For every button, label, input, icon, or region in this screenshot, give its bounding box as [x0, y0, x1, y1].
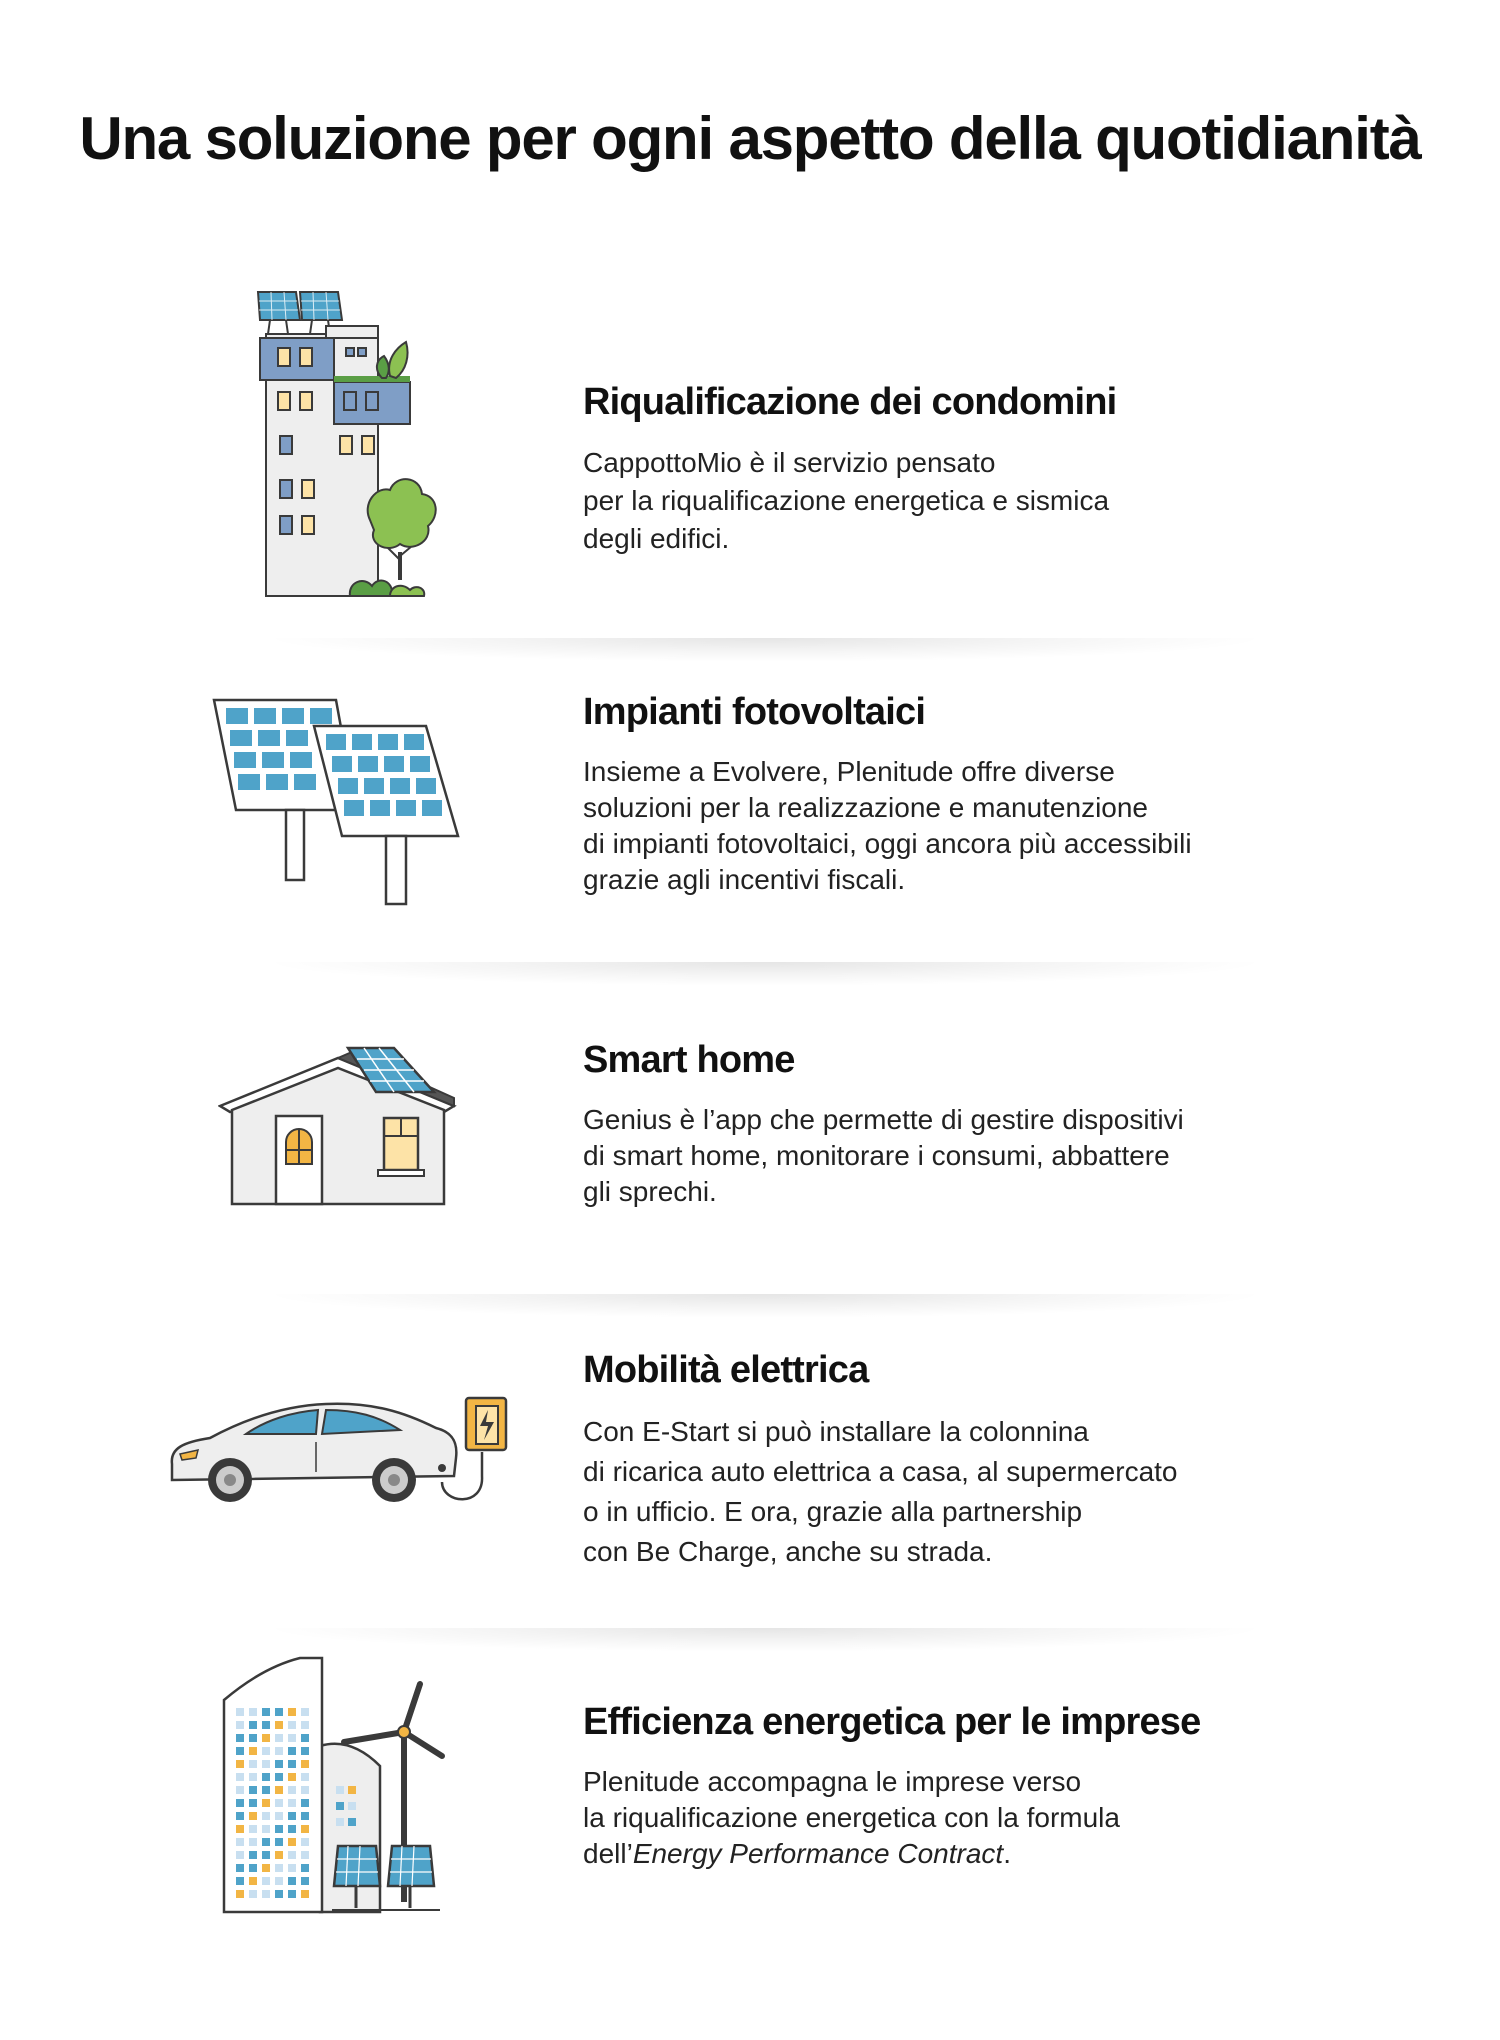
window-tile [262, 1747, 270, 1755]
window-tile [275, 1890, 283, 1898]
section-body [583, 1764, 1303, 1872]
window-tile [236, 1825, 244, 1833]
window-tile [288, 1747, 296, 1755]
smart-house-icon [218, 1046, 458, 1208]
section-body [583, 754, 1303, 898]
window-tile [236, 1812, 244, 1820]
body-line: grazie agli incentivi fiscali. [583, 863, 906, 895]
section-heading: Riqualificazione dei condomini [583, 381, 1117, 423]
window-tile [301, 1747, 309, 1755]
window-tile [236, 1747, 244, 1755]
window-tile [262, 1877, 270, 1885]
window-tile [275, 1838, 283, 1846]
window-tile [301, 1825, 309, 1833]
section-divider [260, 1628, 1270, 1652]
window-tile [288, 1721, 296, 1729]
section-body [583, 1102, 1303, 1210]
body-line [583, 1836, 1303, 1872]
window-tile [249, 1825, 257, 1833]
section-body [583, 444, 1303, 558]
solar-panels-icon [210, 698, 470, 908]
body-line: di smart home, monitorare i consumi, abbattere [583, 1139, 1170, 1171]
window-tile [301, 1890, 309, 1898]
body-line: di ricarica auto elettrica a casa, al supermercato [583, 1455, 1178, 1487]
window-tile [262, 1851, 270, 1859]
window-tile [275, 1734, 283, 1742]
window-tile [288, 1773, 296, 1781]
office-building-wind-turbine-icon [220, 1656, 460, 1916]
window-tile [301, 1877, 309, 1885]
window-tile [236, 1851, 244, 1859]
section-body [583, 1412, 1303, 1572]
body-line: la riqualificazione energetica con la formula [583, 1801, 1120, 1833]
window-tile [262, 1799, 270, 1807]
window-tile [288, 1864, 296, 1872]
section-heading: Mobilità elettrica [583, 1349, 869, 1391]
window-tile [288, 1799, 296, 1807]
window-tile [249, 1864, 257, 1872]
window-tile [275, 1799, 283, 1807]
window-tile [275, 1786, 283, 1794]
window-tile [236, 1760, 244, 1768]
window-tile [301, 1812, 309, 1820]
window-tile [249, 1721, 257, 1729]
window-tile [275, 1721, 283, 1729]
body-line: o in ufficio. E ora, grazie alla partnership [583, 1495, 1083, 1527]
section-divider [260, 1294, 1270, 1318]
window-tile [262, 1812, 270, 1820]
window-tile [275, 1760, 283, 1768]
window-tile [301, 1838, 309, 1846]
emphasized-contract-name: Energy Performance Contract [632, 1837, 1004, 1869]
window-tile [262, 1760, 270, 1768]
body-line: con Be Charge, anche su strada. [583, 1535, 993, 1567]
window-tile [288, 1812, 296, 1820]
window-tile [236, 1890, 244, 1898]
window-tile [301, 1799, 309, 1807]
window-tile [275, 1773, 283, 1781]
window-tile [249, 1890, 257, 1898]
window-tile [262, 1864, 270, 1872]
body-line: gli sprechi. [583, 1175, 717, 1207]
electric-car-charging-icon [166, 1392, 516, 1512]
window-tile [288, 1708, 296, 1716]
window-tile [301, 1708, 309, 1716]
window-tile [236, 1708, 244, 1716]
window-tile [275, 1825, 283, 1833]
window-tile [249, 1838, 257, 1846]
window-tile [275, 1851, 283, 1859]
body-line: CappottoMio è il servizio pensato [583, 446, 996, 478]
window-tile [262, 1890, 270, 1898]
window-tile [288, 1825, 296, 1833]
window-tile [249, 1799, 257, 1807]
window-tile [275, 1877, 283, 1885]
window-tile [262, 1734, 270, 1742]
window-tile [262, 1825, 270, 1833]
body-line: Plenitude accompagna le imprese verso [583, 1765, 1082, 1797]
window-tile [288, 1851, 296, 1859]
body-line: Con E-Start si può installare la colonnina [583, 1415, 1089, 1447]
window-tile [249, 1708, 257, 1716]
body-line: per la riqualificazione energetica e sismica [583, 484, 1110, 516]
window-tile [301, 1851, 309, 1859]
window-tile [275, 1708, 283, 1716]
body-line: Genius è l’app che permette di gestire dispositivi [583, 1103, 1184, 1135]
section-divider [260, 638, 1270, 662]
window-tile [236, 1786, 244, 1794]
window-tile [236, 1721, 244, 1729]
section-heading: Impianti fotovoltaici [583, 691, 926, 733]
window-tile [249, 1734, 257, 1742]
section-heading: Efficienza energetica per le imprese [583, 1701, 1201, 1743]
window-tile [249, 1877, 257, 1885]
window-tile [249, 1786, 257, 1794]
window-tile [262, 1721, 270, 1729]
window-tile [236, 1864, 244, 1872]
window-tile [301, 1734, 309, 1742]
section-heading: Smart home [583, 1039, 795, 1081]
window-tile [236, 1734, 244, 1742]
window-tile [249, 1812, 257, 1820]
window-tile [301, 1721, 309, 1729]
body-line: Insieme a Evolvere, Plenitude offre diverse [583, 755, 1115, 787]
window-tile [236, 1877, 244, 1885]
window-tile [249, 1760, 257, 1768]
section-divider [260, 962, 1270, 986]
body-line: degli edifici. [583, 522, 730, 554]
window-tile [275, 1864, 283, 1872]
window-tile [249, 1851, 257, 1859]
window-tile [275, 1812, 283, 1820]
window-tile [301, 1786, 309, 1794]
window-tile [249, 1773, 257, 1781]
window-tile [236, 1773, 244, 1781]
window-tile [249, 1747, 257, 1755]
window-tile [288, 1890, 296, 1898]
window-tile [262, 1838, 270, 1846]
window-tile [301, 1773, 309, 1781]
window-tile [288, 1786, 296, 1794]
window-tile [262, 1708, 270, 1716]
window-tile [262, 1773, 270, 1781]
window-tile [236, 1838, 244, 1846]
apartment-building-solar-icon [250, 290, 450, 600]
body-line: soluzioni per la realizzazione e manutenzione [583, 791, 1149, 823]
window-tile [236, 1799, 244, 1807]
page-title: Una soluzione per ogni aspetto della quotidianità [79, 105, 1421, 172]
window-tile [288, 1760, 296, 1768]
window-tile [288, 1838, 296, 1846]
window-tile [262, 1786, 270, 1794]
body-line: di impianti fotovoltaici, oggi ancora più accessibili [583, 827, 1192, 859]
window-tile [301, 1760, 309, 1768]
window-tile [275, 1747, 283, 1755]
window-tile [288, 1877, 296, 1885]
body-text: dell’ [583, 1837, 633, 1869]
window-tile [301, 1864, 309, 1872]
window-tile [288, 1734, 296, 1742]
body-text: . [1003, 1837, 1011, 1869]
